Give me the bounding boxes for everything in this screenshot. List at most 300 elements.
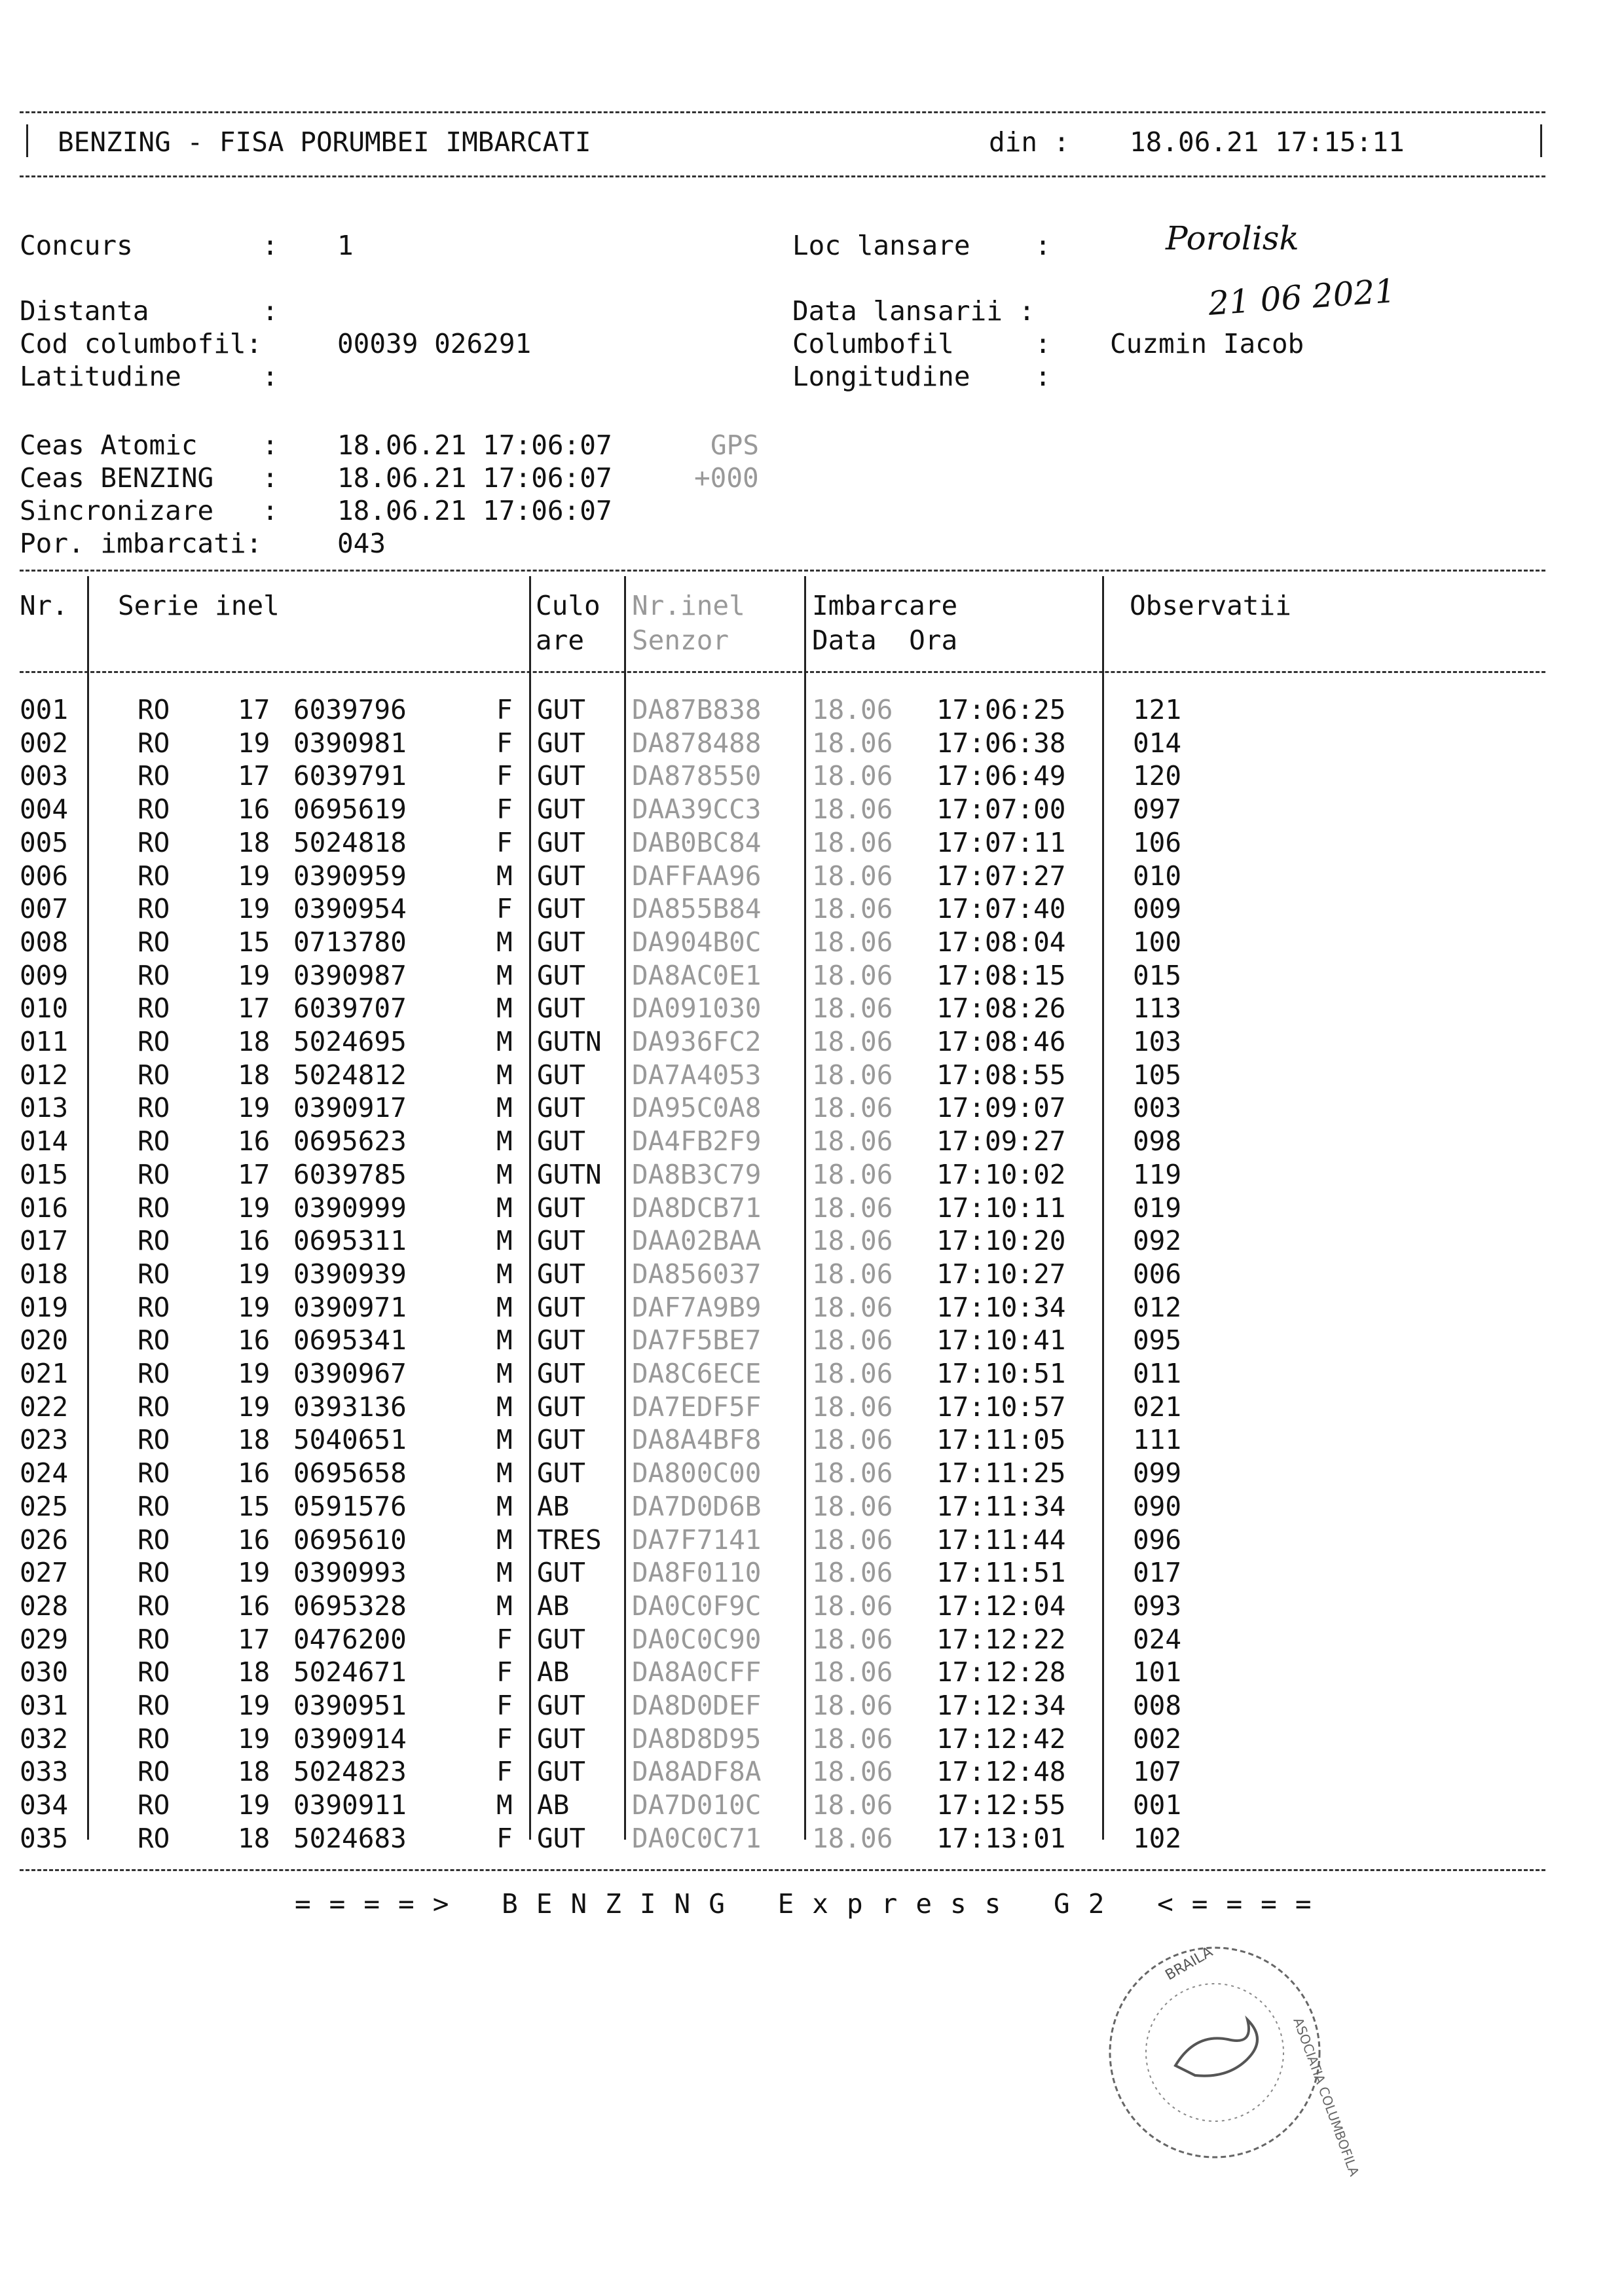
- cell-obs: 002: [1133, 1722, 1182, 1755]
- cell-culoare: GUT: [537, 826, 586, 858]
- cell-culoare: GUT: [537, 1557, 586, 1589]
- cell-culoare: GUT: [537, 1391, 586, 1423]
- cell-inel: 0695311: [293, 1225, 407, 1257]
- cell-tara: RO: [138, 1324, 170, 1357]
- col-header-nrinel-2: Senzor: [632, 625, 729, 656]
- cell-sex: M: [496, 993, 513, 1025]
- cell-nr: 002: [20, 727, 69, 759]
- cell-sex: M: [496, 1590, 513, 1622]
- cell-senzor: DA878488: [632, 727, 762, 759]
- cell-an: 16: [238, 1324, 270, 1357]
- cell-culoare: GUT: [537, 1291, 586, 1323]
- cell-sex: M: [496, 1158, 513, 1190]
- table-row: [20, 1559, 1526, 1592]
- cell-sex: F: [496, 893, 513, 925]
- cell-data: 18.06: [812, 1092, 893, 1124]
- cell-ora: 17:12:55: [936, 1789, 1066, 1821]
- cell-data: 18.06: [812, 1324, 893, 1357]
- cell-nr: 018: [20, 1258, 69, 1290]
- cell-obs: 098: [1133, 1125, 1182, 1157]
- cell-senzor: DA87B838: [632, 694, 762, 725]
- header-left-border: [26, 124, 28, 157]
- cell-data: 18.06: [812, 926, 893, 958]
- cell-senzor: DA8B3C79: [632, 1158, 762, 1190]
- cell-data: 18.06: [812, 860, 893, 892]
- cell-an: 18: [238, 826, 270, 858]
- cell-senzor: DAF7A9B9: [632, 1291, 762, 1323]
- table-row: [20, 1822, 1526, 1858]
- cell-sex: M: [496, 1291, 513, 1323]
- cell-nr: 029: [20, 1623, 69, 1655]
- table-header-bottom-border: [20, 671, 1545, 673]
- cell-inel: 0390914: [293, 1722, 407, 1755]
- cell-ora: 17:06:38: [936, 727, 1066, 759]
- cell-an: 18: [238, 1059, 270, 1091]
- cell-tara: RO: [138, 694, 170, 725]
- cell-tara: RO: [138, 1623, 170, 1655]
- cell-culoare: GUT: [537, 694, 586, 725]
- cell-sex: M: [496, 1192, 513, 1224]
- cell-senzor: DA7F7141: [632, 1523, 762, 1556]
- cell-sex: M: [496, 860, 513, 892]
- cell-senzor: DA091030: [632, 993, 762, 1025]
- cell-nr: 021: [20, 1358, 69, 1389]
- cell-culoare: GUTN: [537, 1158, 602, 1190]
- table-row: [20, 760, 1526, 795]
- col-header-nrinel-1: Nr.inel: [632, 590, 745, 621]
- cell-tara: RO: [138, 793, 170, 826]
- cell-obs: 015: [1133, 959, 1182, 991]
- cell-ora: 17:12:22: [936, 1623, 1066, 1655]
- cell-senzor: DA8F0110: [632, 1557, 762, 1589]
- cell-sex: M: [496, 1789, 513, 1821]
- cell-sex: F: [496, 760, 513, 792]
- col-header-culoare-1: Culo: [536, 590, 600, 621]
- cell-an: 19: [238, 727, 270, 759]
- sincronizare-label: Sincronizare :: [20, 495, 278, 526]
- cell-data: 18.06: [812, 1690, 893, 1721]
- header-datetime: 18.06.21 17:15:11: [1130, 126, 1405, 158]
- cell-data: 18.06: [812, 1457, 893, 1489]
- cell-data: 18.06: [812, 694, 893, 725]
- cell-an: 19: [238, 1258, 270, 1290]
- cell-nr: 034: [20, 1789, 69, 1821]
- cell-senzor: DA8C6ECE: [632, 1358, 762, 1389]
- cell-data: 18.06: [812, 1822, 893, 1854]
- cell-culoare: GUTN: [537, 1026, 602, 1057]
- cell-tara: RO: [138, 1125, 170, 1157]
- cell-senzor: DA904B0C: [632, 926, 762, 958]
- cell-ora: 17:11:25: [936, 1457, 1066, 1489]
- cell-an: 19: [238, 1192, 270, 1224]
- loc-lansare-label: Loc lansare :: [792, 230, 1051, 261]
- cell-ora: 17:10:57: [936, 1391, 1066, 1423]
- cell-sex: F: [496, 1690, 513, 1721]
- cell-culoare: AB: [537, 1656, 570, 1688]
- cell-tara: RO: [138, 1822, 170, 1854]
- cell-culoare: GUT: [537, 1690, 586, 1721]
- cell-an: 19: [238, 860, 270, 892]
- cell-ora: 17:06:49: [936, 760, 1066, 792]
- cell-data: 18.06: [812, 959, 893, 991]
- cell-ora: 17:12:42: [936, 1722, 1066, 1755]
- cell-senzor: DA7D0D6B: [632, 1490, 762, 1522]
- cell-culoare: GUT: [537, 1192, 586, 1224]
- cell-tara: RO: [138, 1656, 170, 1688]
- cell-obs: 009: [1133, 893, 1182, 925]
- cell-an: 15: [238, 926, 270, 958]
- cell-senzor: DAA02BAA: [632, 1225, 762, 1257]
- cell-sex: F: [496, 1656, 513, 1688]
- cell-culoare: GUT: [537, 1092, 586, 1124]
- cell-obs: 001: [1133, 1789, 1182, 1821]
- table-row: [20, 1225, 1526, 1260]
- cell-an: 18: [238, 1822, 270, 1854]
- cell-senzor: DAFFAA96: [632, 860, 762, 892]
- cell-an: 19: [238, 893, 270, 925]
- header-din-label: din :: [989, 126, 1070, 158]
- cell-ora: 17:13:01: [936, 1822, 1066, 1854]
- cell-culoare: GUT: [537, 1424, 586, 1456]
- cell-sex: M: [496, 1523, 513, 1556]
- cell-sex: M: [496, 1557, 513, 1589]
- cell-data: 18.06: [812, 993, 893, 1025]
- cell-obs: 011: [1133, 1358, 1182, 1389]
- cell-data: 18.06: [812, 1523, 893, 1556]
- stamp-inner-ring: [1146, 1984, 1283, 2121]
- cell-tara: RO: [138, 1457, 170, 1489]
- cell-tara: RO: [138, 1557, 170, 1589]
- cell-ora: 17:07:27: [936, 860, 1066, 892]
- cell-an: 19: [238, 1690, 270, 1721]
- table-row: [20, 793, 1526, 829]
- cell-culoare: GUT: [537, 1225, 586, 1257]
- cell-inel: 5024671: [293, 1656, 407, 1688]
- table-row: [20, 1258, 1526, 1294]
- cell-nr: 027: [20, 1557, 69, 1589]
- cell-data: 18.06: [812, 727, 893, 759]
- cell-ora: 17:08:04: [936, 926, 1066, 958]
- cell-sex: M: [496, 1358, 513, 1389]
- cell-ora: 17:10:41: [936, 1324, 1066, 1357]
- cell-nr: 004: [20, 793, 69, 826]
- cell-obs: 113: [1133, 993, 1182, 1025]
- cell-obs: 100: [1133, 926, 1182, 958]
- cell-an: 17: [238, 760, 270, 792]
- col-header-observatii: Observatii: [1130, 590, 1291, 621]
- cell-data: 18.06: [812, 1656, 893, 1688]
- ceas-benzing-label: Ceas BENZING :: [20, 462, 278, 494]
- cell-inel: 0390981: [293, 727, 407, 759]
- cell-senzor: DA936FC2: [632, 1026, 762, 1057]
- cell-culoare: GUT: [537, 760, 586, 792]
- cell-ora: 17:10:11: [936, 1192, 1066, 1224]
- table-row: [20, 1059, 1526, 1095]
- cell-sex: M: [496, 1457, 513, 1489]
- cell-ora: 17:10:51: [936, 1358, 1066, 1389]
- cell-inel: 0476200: [293, 1623, 407, 1655]
- cell-an: 18: [238, 1756, 270, 1788]
- cell-senzor: DA855B84: [632, 893, 762, 925]
- cell-inel: 5024823: [293, 1756, 407, 1788]
- cell-data: 18.06: [812, 1623, 893, 1655]
- cell-nr: 008: [20, 926, 69, 958]
- cell-data: 18.06: [812, 1059, 893, 1091]
- cell-obs: 017: [1133, 1557, 1182, 1589]
- cell-an: 19: [238, 1789, 270, 1821]
- cell-data: 18.06: [812, 1590, 893, 1622]
- cell-obs: 097: [1133, 793, 1182, 826]
- ceas-atomic-value: 18.06.21 17:06:07: [337, 429, 612, 461]
- cell-culoare: GUT: [537, 1756, 586, 1788]
- table-bottom-border: [20, 1869, 1545, 1871]
- cell-data: 18.06: [812, 1391, 893, 1423]
- cell-ora: 17:08:46: [936, 1026, 1066, 1057]
- cell-an: 19: [238, 1291, 270, 1323]
- table-row: [20, 1692, 1526, 1725]
- cell-sex: M: [496, 1424, 513, 1456]
- cell-inel: 0390967: [293, 1358, 407, 1389]
- cell-tara: RO: [138, 1092, 170, 1124]
- data-lansarii-label: Data lansarii :: [792, 295, 1035, 327]
- cell-inel: 0390951: [293, 1690, 407, 1721]
- sincronizare-value: 18.06.21 17:06:07: [337, 495, 612, 526]
- cell-culoare: GUT: [537, 1822, 586, 1854]
- cell-data: 18.06: [812, 893, 893, 925]
- cell-tara: RO: [138, 727, 170, 759]
- cell-nr: 026: [20, 1523, 69, 1556]
- cell-nr: 024: [20, 1457, 69, 1489]
- col-header-serie-inel: Serie inel: [118, 590, 280, 621]
- cell-culoare: GUT: [537, 727, 586, 759]
- cell-senzor: DA7A4053: [632, 1059, 762, 1091]
- cell-tara: RO: [138, 1590, 170, 1622]
- cell-obs: 093: [1133, 1590, 1182, 1622]
- cell-ora: 17:12:48: [936, 1756, 1066, 1788]
- cell-obs: 008: [1133, 1690, 1182, 1721]
- cell-nr: 016: [20, 1192, 69, 1224]
- cell-inel: 0713780: [293, 926, 407, 958]
- cell-inel: 0695341: [293, 1324, 407, 1357]
- cell-senzor: DA0C0C90: [632, 1623, 762, 1655]
- cell-obs: 024: [1133, 1623, 1182, 1655]
- cell-nr: 031: [20, 1690, 69, 1721]
- ceas-atomic-label: Ceas Atomic :: [20, 429, 278, 461]
- cell-inel: 0390954: [293, 893, 407, 925]
- cell-ora: 17:08:26: [936, 993, 1066, 1025]
- col-header-culoare-2: are: [536, 625, 585, 656]
- cell-senzor: DA800C00: [632, 1457, 762, 1489]
- table-row: [20, 995, 1526, 1028]
- cell-ora: 17:08:15: [936, 959, 1066, 991]
- columbofil-label: Columbofil :: [792, 328, 1051, 359]
- cell-culoare: TRES: [537, 1523, 602, 1556]
- cell-nr: 005: [20, 826, 69, 858]
- cell-senzor: DA8A0CFF: [632, 1656, 762, 1688]
- cell-an: 16: [238, 1125, 270, 1157]
- table-row: [20, 826, 1526, 862]
- cell-inel: 0695610: [293, 1523, 407, 1556]
- table-row: [20, 1789, 1526, 1825]
- cell-senzor: DA8D0DEF: [632, 1690, 762, 1721]
- cell-tara: RO: [138, 926, 170, 958]
- cell-tara: RO: [138, 1391, 170, 1423]
- cell-an: 16: [238, 1457, 270, 1489]
- cell-senzor: DA0C0C71: [632, 1822, 762, 1854]
- cell-tara: RO: [138, 1358, 170, 1389]
- cell-an: 19: [238, 1391, 270, 1423]
- cell-senzor: DAA39CC3: [632, 793, 762, 826]
- cell-sex: M: [496, 1324, 513, 1357]
- cell-obs: 090: [1133, 1490, 1182, 1522]
- longitudine-label: Longitudine :: [792, 361, 1051, 392]
- cell-culoare: GUT: [537, 1722, 586, 1755]
- ceas-atomic-suffix: GPS: [710, 429, 760, 461]
- cell-sex: F: [496, 1822, 513, 1854]
- cell-senzor: DA4FB2F9: [632, 1125, 762, 1157]
- stamp-text-side: ASOCIATIA COLUMBOFILA: [1290, 2015, 1363, 2179]
- cell-ora: 17:11:44: [936, 1523, 1066, 1556]
- por-imbarcati-value: 043: [337, 528, 386, 559]
- cell-an: 15: [238, 1490, 270, 1522]
- cell-inel: 0695623: [293, 1125, 407, 1157]
- cell-obs: 121: [1133, 694, 1182, 725]
- cell-inel: 5024683: [293, 1822, 407, 1854]
- ceas-benzing-value: 18.06.21 17:06:07: [337, 462, 612, 494]
- loc-lansare-handwritten: Porolisk: [1166, 219, 1299, 257]
- cell-ora: 17:11:34: [936, 1490, 1066, 1522]
- cell-obs: 019: [1133, 1192, 1182, 1224]
- cell-obs: 099: [1133, 1457, 1182, 1489]
- cell-tara: RO: [138, 1490, 170, 1522]
- cell-inel: 6039785: [293, 1158, 407, 1190]
- cell-tara: RO: [138, 993, 170, 1025]
- cell-culoare: GUT: [537, 1258, 586, 1290]
- cell-data: 18.06: [812, 1258, 893, 1290]
- cell-an: 17: [238, 1158, 270, 1190]
- table-row: [20, 1026, 1526, 1061]
- cell-culoare: AB: [537, 1590, 570, 1622]
- cell-tara: RO: [138, 1424, 170, 1456]
- col-header-nr: Nr.: [20, 590, 69, 621]
- cell-tara: RO: [138, 1690, 170, 1721]
- cell-tara: RO: [138, 1722, 170, 1755]
- cell-culoare: GUT: [537, 1623, 586, 1655]
- cell-data: 18.06: [812, 1158, 893, 1190]
- header-top-border: [20, 111, 1545, 113]
- cell-nr: 009: [20, 959, 69, 991]
- cell-inel: 0393136: [293, 1391, 407, 1423]
- cell-obs: 106: [1133, 826, 1182, 858]
- cell-inel: 0390987: [293, 959, 407, 991]
- cell-ora: 17:07:11: [936, 826, 1066, 858]
- distanta-label: Distanta :: [20, 295, 278, 327]
- cell-obs: 103: [1133, 1026, 1182, 1057]
- cell-data: 18.06: [812, 1192, 893, 1224]
- latitudine-label: Latitudine :: [20, 361, 278, 392]
- cell-data: 18.06: [812, 1424, 893, 1456]
- cell-sex: F: [496, 793, 513, 826]
- cell-an: 18: [238, 1656, 270, 1688]
- cell-nr: 010: [20, 993, 69, 1025]
- cell-ora: 17:10:20: [936, 1225, 1066, 1257]
- cod-columbofil-value: 00039 026291: [337, 328, 532, 359]
- cell-tara: RO: [138, 959, 170, 991]
- cell-tara: RO: [138, 1192, 170, 1224]
- cell-inel: 0390939: [293, 1258, 407, 1290]
- cell-data: 18.06: [812, 793, 893, 826]
- table-row: [20, 1324, 1526, 1360]
- header-right-border: [1540, 124, 1542, 157]
- cell-inel: 5040651: [293, 1424, 407, 1456]
- cell-nr: 015: [20, 1158, 69, 1190]
- cell-sex: M: [496, 1026, 513, 1057]
- cell-obs: 119: [1133, 1158, 1182, 1190]
- cell-sex: M: [496, 926, 513, 958]
- cell-obs: 021: [1133, 1391, 1182, 1423]
- cell-sex: F: [496, 694, 513, 725]
- cell-culoare: GUT: [537, 1059, 586, 1091]
- table-row: [20, 1523, 1526, 1559]
- por-imbarcati-label: Por. imbarcati:: [20, 528, 263, 559]
- cell-sex: M: [496, 1059, 513, 1091]
- cell-senzor: DAB0BC84: [632, 826, 762, 858]
- cell-an: 18: [238, 1424, 270, 1456]
- cell-obs: 107: [1133, 1756, 1182, 1788]
- cell-inel: 0695328: [293, 1590, 407, 1622]
- cell-nr: 011: [20, 1026, 69, 1057]
- cell-obs: 101: [1133, 1656, 1182, 1688]
- table-row: [20, 1125, 1526, 1161]
- cell-inel: 6039791: [293, 760, 407, 792]
- cell-data: 18.06: [812, 1557, 893, 1589]
- cell-obs: 012: [1133, 1291, 1182, 1323]
- table-row: [20, 1656, 1526, 1692]
- cell-obs: 010: [1133, 860, 1182, 892]
- stamp-text-top: BRAILA: [1162, 1944, 1216, 1984]
- cell-inel: 0390993: [293, 1557, 407, 1589]
- cell-tara: RO: [138, 860, 170, 892]
- table-row: [20, 1291, 1526, 1327]
- cell-nr: 033: [20, 1756, 69, 1788]
- cell-an: 17: [238, 993, 270, 1025]
- cell-senzor: DA7D010C: [632, 1789, 762, 1821]
- cell-sex: M: [496, 959, 513, 991]
- cell-sex: F: [496, 826, 513, 858]
- cell-data: 18.06: [812, 1125, 893, 1157]
- cell-nr: 007: [20, 893, 69, 925]
- cell-inel: 0390971: [293, 1291, 407, 1323]
- table-row: [20, 1391, 1526, 1427]
- table-row: [20, 860, 1526, 896]
- cell-sex: F: [496, 727, 513, 759]
- cell-obs: 003: [1133, 1092, 1182, 1124]
- cell-culoare: GUT: [537, 993, 586, 1025]
- cell-ora: 17:09:27: [936, 1125, 1066, 1157]
- cell-nr: 012: [20, 1059, 69, 1091]
- table-top-border: [20, 570, 1545, 572]
- cell-an: 19: [238, 959, 270, 991]
- cell-ora: 17:10:27: [936, 1258, 1066, 1290]
- cell-tara: RO: [138, 1789, 170, 1821]
- cell-data: 18.06: [812, 1026, 893, 1057]
- cell-an: 16: [238, 1590, 270, 1622]
- cell-data: 18.06: [812, 1722, 893, 1755]
- cell-data: 18.06: [812, 826, 893, 858]
- cell-nr: 013: [20, 1092, 69, 1124]
- table-row: [20, 893, 1526, 928]
- cell-ora: 17:10:02: [936, 1158, 1066, 1190]
